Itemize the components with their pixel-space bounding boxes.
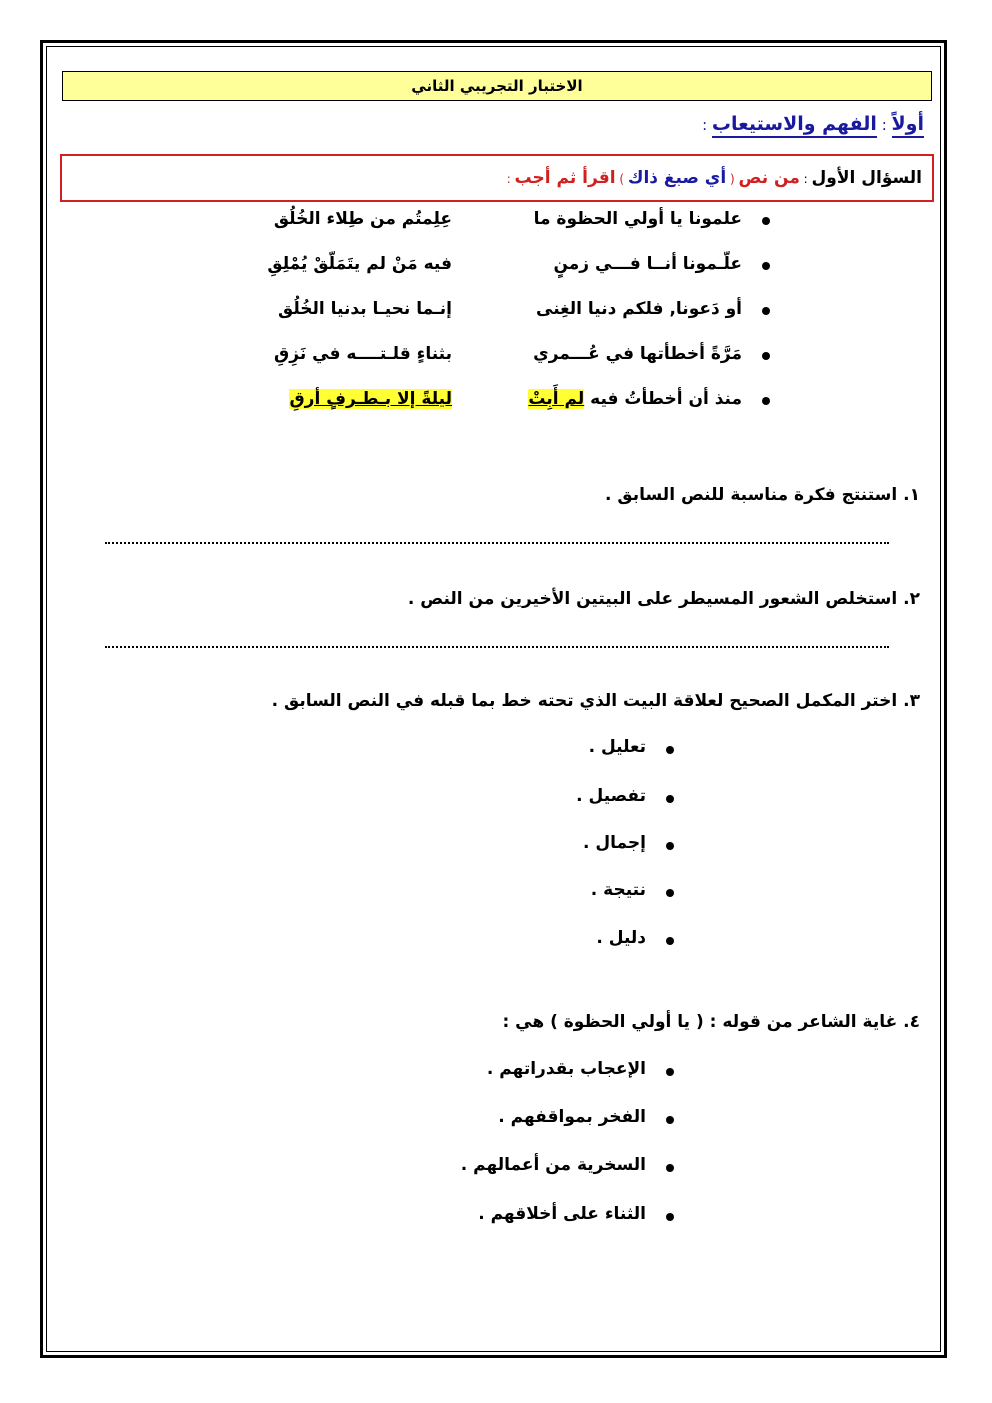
question-one-source: أي صبغ ذاك xyxy=(627,168,727,188)
option-text: تعليل . xyxy=(588,737,646,757)
question-item xyxy=(272,691,920,711)
verse-first-hemistich: مَرَّةً أخطأتها في عُـــمري xyxy=(533,344,742,364)
option-text: الفخر بمواقفهم . xyxy=(498,1107,646,1127)
bullet-icon xyxy=(666,937,674,945)
verse-line xyxy=(250,344,770,378)
section-separator: : xyxy=(876,116,892,134)
option-text: الإعجاب بقدراتهم . xyxy=(486,1059,646,1079)
verse-line xyxy=(250,209,770,243)
question-one-paren-open: ( xyxy=(726,172,739,186)
question-item xyxy=(408,589,920,609)
option-text: الثناء على أخلاقهم . xyxy=(478,1204,646,1224)
bullet-icon xyxy=(762,307,770,315)
question-number: ٣. xyxy=(903,691,920,711)
question-one-sep: : xyxy=(799,172,812,186)
answer-line[interactable] xyxy=(105,646,889,648)
option-text: تفصيل . xyxy=(576,786,646,806)
question-number: ١. xyxy=(903,485,920,505)
section-colon: : xyxy=(702,116,712,134)
question-one-instruction: اقرأ ثم أجب xyxy=(514,168,616,188)
option-text: نتيجة . xyxy=(590,880,646,900)
question-one-box xyxy=(60,154,934,202)
option-text: دليل . xyxy=(596,928,646,948)
section-name: الفهم والاستيعاب xyxy=(712,113,877,138)
question-item xyxy=(502,1012,920,1032)
verse-second-hemistich xyxy=(289,389,452,409)
verse-second-hemistich: عِلِمتُم من طِلاء الخُلُق xyxy=(273,209,452,229)
bullet-icon xyxy=(666,746,674,754)
answer-line[interactable] xyxy=(105,542,889,544)
question-number: ٤. xyxy=(903,1012,920,1032)
question-text: استنتج فكرة مناسبة للنص السابق . xyxy=(605,485,898,505)
bullet-icon xyxy=(762,397,770,405)
section-heading xyxy=(702,113,924,135)
question-item xyxy=(605,485,920,505)
bullet-icon xyxy=(666,842,674,850)
underlined-phrase: ليلةً إلا بـطـرفٍ أرقِ xyxy=(289,389,452,409)
question-one-colon: : xyxy=(506,172,515,186)
question-one-from: من نص xyxy=(738,168,800,188)
question-one-label: السؤال الأول xyxy=(811,168,922,188)
verse-first-plain: منذ أن أخطأتُ فيه xyxy=(584,389,742,409)
bullet-icon xyxy=(762,352,770,360)
verse-first-hemistich xyxy=(528,389,742,409)
bullet-icon xyxy=(666,1213,674,1221)
bullet-icon xyxy=(666,1164,674,1172)
bullet-icon xyxy=(762,217,770,225)
question-text: اختر المكمل الصحيح لعلاقة البيت الذي تحته خط بما قبله في النص السابق . xyxy=(271,691,898,711)
question-text: غاية الشاعر من قوله : ( يا أولي الحظوة ) هي : xyxy=(502,1012,898,1032)
underlined-phrase: لم أَبِتْ xyxy=(528,389,585,409)
verse-first-hemistich: أو دَعونا, فلكم دنيا الغِنى xyxy=(536,299,742,319)
verse-line xyxy=(250,389,770,423)
question-text: استخلص الشعور المسيطر على البيتين الأخيرين من النص . xyxy=(407,589,898,609)
verse-first-hemistich: علّـمونا أنــا فـــي زمنٍ xyxy=(553,254,742,274)
verse-first-hemistich: علمونا يا أولي الحظوة ما xyxy=(533,209,742,229)
bullet-icon xyxy=(666,1068,674,1076)
question-one-paren-close: ) xyxy=(615,172,628,186)
verse-second-hemistich: إنـما نحيـا بدنيا الخُلُق xyxy=(278,299,452,319)
verse-second-hemistich: بثناءٍ قلـتــــه في نَزِقِ xyxy=(274,344,452,364)
question-number: ٢. xyxy=(903,589,920,609)
bullet-icon xyxy=(666,889,674,897)
option-text: السخرية من أعمالهم . xyxy=(460,1155,646,1175)
section-label: أولاً xyxy=(892,113,924,138)
bullet-icon xyxy=(666,795,674,803)
bullet-icon xyxy=(762,262,770,270)
bullet-icon xyxy=(666,1116,674,1124)
exam-title: الاختبار التجريبي الثاني xyxy=(62,71,932,101)
option-text: إجمال . xyxy=(583,833,646,853)
verse-line xyxy=(250,299,770,333)
verse-line xyxy=(250,254,770,288)
verse-second-hemistich: فيه مَنْ لم يتَمَلّقْ يُمْلِقِ xyxy=(267,254,452,274)
